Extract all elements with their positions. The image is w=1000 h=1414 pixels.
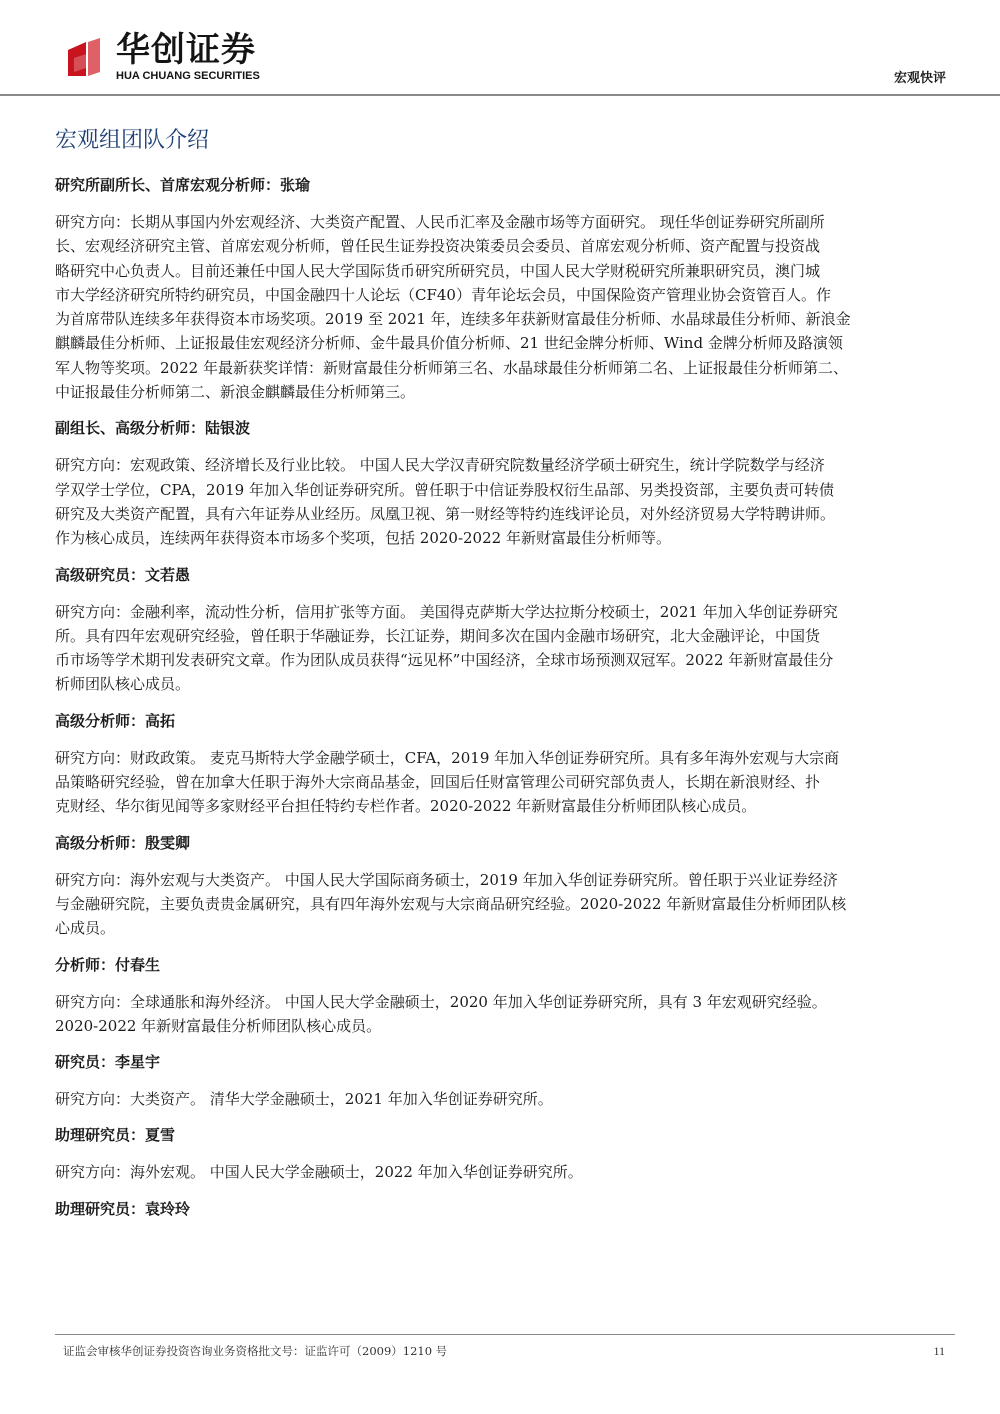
description-line: 作为核心成员，连续两年获得资本市场多个奖项，包括 2020-2022 年新财富最佳分析师等。 (55, 529, 671, 548)
member-description (55, 600, 955, 697)
description-line: 麒麟最佳分析师、上证报最佳宏观经济分析师、金牛最具价值分析师、21 世纪金牌分析师、Wind 金牌分析师及路演领 (55, 334, 843, 353)
description-line: 研究方向：大类资产。 清华大学金融硕士，2021 年加入华创证券研究所。 (55, 1090, 553, 1109)
description-line: 研究方向：海外宏观与大类资产。 中国人民大学国际商务硕士，2019 年加入华创证券研究所。曾任职于兴业证券经济 (55, 870, 838, 889)
team-member (55, 1197, 955, 1221)
description-line: 析师团队核心成员。 (55, 675, 191, 694)
member-title: 助理研究员：夏雪 (55, 1126, 176, 1145)
member-title: 研究所副所长、首席宏观分析师：张瑜 (55, 176, 311, 194)
description-line: 中证报最佳分析师第二、新浪金麒麟最佳分析师第三。 (55, 383, 416, 402)
description-line: 品策略研究经验，曾在加拿大任职于海外大宗商品基金，回国后任财富管理公司研究部负责人，长期在新浪财经、扑 (55, 773, 821, 792)
description-line: 2020-2022 年新财富最佳分析师团队核心成员。 (55, 1016, 382, 1035)
header-divider (0, 94, 1000, 96)
team-member (55, 563, 955, 697)
description-line: 研究方向：海外宏观。 中国人民大学金融硕士，2022 年加入华创证券研究所。 (55, 1163, 583, 1182)
description-line: 略研究中心负责人。目前还兼任中国人民大学国际货币研究所研究员，中国人民大学财税研究所兼职研究员，澳门城 (55, 261, 821, 280)
member-title: 高级研究员：文若愚 (55, 565, 191, 584)
member-description (55, 210, 955, 404)
team-member (55, 953, 955, 1039)
description-line: 长、宏观经济研究主管、首席宏观分析师，曾任民生证券投资决策委员会委员、首席宏观分析师、资产配置与投资战 (55, 237, 821, 256)
logo-icon (64, 36, 104, 80)
logo-chinese-name: 华创证券 (116, 30, 256, 70)
description-line: 学双学士学位，CPA，2019 年加入华创证券研究所。曾任职于中信证券股权衍生品部、另类投资部，主要负责可转债 (55, 480, 834, 499)
member-description (55, 868, 955, 941)
description-line: 研究方向：长期从事国内外宏观经济、大类资产配置、人民币汇率及金融市场等方面研究。 现任华创证券研究所副所 (55, 213, 825, 231)
section-title: 宏观组团队介绍 (55, 128, 210, 153)
member-description (55, 746, 955, 819)
team-member-list (55, 173, 955, 1221)
member-title: 研究员：李星宇 (55, 1053, 161, 1072)
license-statement: 证监会审核华创证券投资咨询业务资格批文号：证监许可（2009）1210 号 (63, 1344, 448, 1358)
description-line: 研究方向：财政政策。 麦克马斯特大学金融学硕士，CFA，2019 年加入华创证券研究所。具有多年海外宏观与大宗商 (55, 748, 840, 767)
member-title: 副组长、高级分析师：陆银波 (55, 419, 251, 438)
description-line: 研究方向：金融利率，流动性分析，信用扩张等方面。 美国得克萨斯大学达拉斯分校硕士，2021 年加入华创证券研究 (55, 602, 838, 621)
description-line: 为首席带队连续多年获得资本市场奖项。2019 至 2021 年，连续多年获新财富最佳分析师、水晶球最佳分析师、新浪金 (55, 310, 851, 329)
document-type-label: 宏观快评 (893, 71, 946, 86)
description-line: 与金融研究院，主要负责贵金属研究，具有四年海外宏观与大宗商品研究经验。2020-2022 年新财富最佳分析师团队核 (55, 894, 847, 913)
description-line: 所。具有四年宏观研究经验，曾任职于华融证券，长江证券，期间多次在国内金融市场研究，北大金融评论，中国货 (55, 626, 821, 645)
team-member (55, 1123, 955, 1184)
team-member (55, 831, 955, 941)
team-member (55, 173, 955, 404)
team-member (55, 1050, 955, 1111)
member-description (55, 453, 955, 550)
member-title: 高级分析师：殷雯卿 (55, 833, 191, 852)
description-line: 研究方向：全球通胀和海外经济。 中国人民大学金融硕士，2020 年加入华创证券研究所，具有 3 年宏观研究经验。 (55, 992, 827, 1011)
description-line: 心成员。 (55, 919, 116, 938)
member-title: 高级分析师：高拓 (55, 711, 176, 730)
team-member (55, 416, 955, 550)
description-line: 市大学经济研究所特约研究员，中国金融四十人论坛（CF40）青年论坛会员，中国保险资产管理业协会资管百人。作 (55, 285, 831, 304)
logo-english-name: HUA CHUANG SECURITIES (116, 70, 260, 82)
member-title: 分析师：付春生 (55, 955, 161, 974)
team-member (55, 709, 955, 819)
description-line: 克财经、华尔街见闻等多家财经平台担任特约专栏作者。2020-2022 年新财富最佳分析师团队核心成员。 (55, 797, 757, 816)
main-content (55, 124, 955, 1234)
description-line: 研究方向：宏观政策、经济增长及行业比较。 中国人民大学汉青研究院数量经济学硕士研究生，统计学院数学与经济 (55, 456, 825, 475)
member-description (55, 990, 955, 1039)
page-header (0, 0, 1000, 96)
member-description (55, 1087, 955, 1111)
description-line: 研究及大类资产配置，具有六年证券从业经历。凤凰卫视、第一财经等特约连线评论员，对外经济贸易大学特聘讲师。 (55, 504, 836, 523)
description-line: 币市场等学术期刊发表研究文章。作为团队成员获得“远见杯”中国经济，全球市场预测双冠军。2022 年新财富最佳分 (55, 651, 834, 670)
member-description (55, 1160, 955, 1184)
description-line: 军人物等奖项。2022 年最新获奖详情：新财富最佳分析师第三名、水晶球最佳分析师第二名、上证报最佳分析师第二、 (55, 358, 848, 377)
member-title: 助理研究员：袁玲玲 (55, 1199, 191, 1218)
footer-divider (55, 1334, 955, 1335)
page-number: 11 (933, 1344, 945, 1358)
